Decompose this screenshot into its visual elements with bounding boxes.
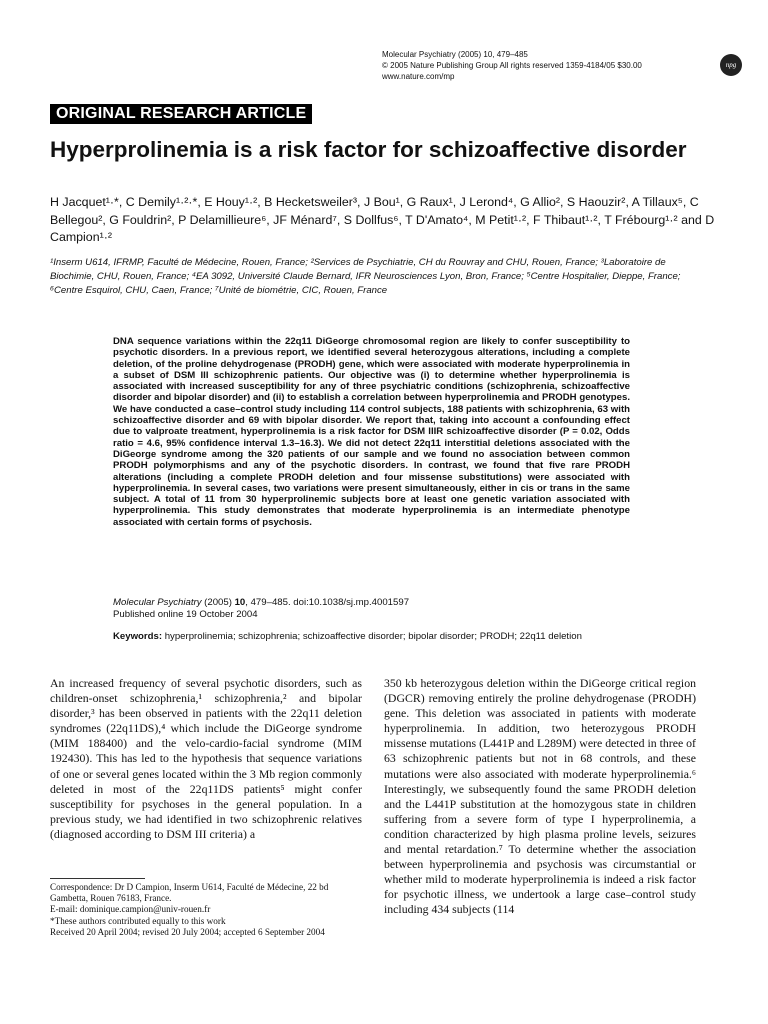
equal-contribution-note: *These authors contributed equally to this work xyxy=(50,915,226,926)
article-title: Hyperprolinemia is a risk factor for schizoaffective disorder xyxy=(50,137,687,162)
journal-header xyxy=(382,49,712,82)
body-column-left: An increased frequency of several psychotic disorders, such as children-onset schizophrenia,¹ schizophrenia,² and bipolar disorder,³ has been observed in patients with the 22q11 deletion syndromes (22q11DS),⁴ which include the DiGeorge syndrome (MIM 188400) and the velo-cardio-facial syndrome (MIM 192430). This has led to the hypothesis that sequence variations of one or several genes located within the 3 Mb region commonly deleted in most of the 22q11DS patients⁵ might confer susceptibility for psychoses in the general population. In a previous study, we had identified in two schizophrenic relatives (diagnosed according to DSM III criteria) a xyxy=(50,676,362,841)
citation-line xyxy=(113,597,630,609)
body-column-right: 350 kb heterozygous deletion within the DiGeorge critical region (DGCR) removing entirely the proline dehydrogenase (PRODH) gene. This deletion was associated in patients with moderate hyperprolinemia. In addition, two heterozygous PRODH missense mutations (L441P and L289M) were detected in three of 63 schizophrenic patients but not in 68 controls, and these mutations were also associated with moderate hyperprolinemia.⁶ Interestingly, we subsequently found the same PRODH deletion and the L441P substitution at the homozygous state in children suffering from a severe form of type I hyperprolinemia, a condition characterized by high plasma proline levels, seizures and mental retardation.⁷ To determine whether the association between hyperprolinemia and psychosis was circumstantial or whether mild to moderate hyperprolinemia is indeed a risk factor for psychotic illness, we undertook a large case–control study including 434 subjects (114 xyxy=(384,676,696,917)
article-type-badge: ORIGINAL RESEARCH ARTICLE xyxy=(50,104,312,124)
email-note[interactable]: E-mail: dominique.campion@univ-rouen.fr xyxy=(50,904,211,915)
keywords-label: Keywords: xyxy=(113,631,163,642)
citation-doi[interactable]: , 479–485. doi:10.1038/sj.mp.4001597 xyxy=(245,597,410,608)
citation-volume: 10 xyxy=(234,597,246,608)
journal-citation-line: Molecular Psychiatry (2005) 10, 479–485 xyxy=(382,50,528,59)
citation-block xyxy=(113,597,630,620)
keywords xyxy=(113,631,630,643)
published-date: Published online 19 October 2004 xyxy=(113,608,258,620)
copyright-line: © 2005 Nature Publishing Group All rights reserved 1359-4184/05 $30.00 xyxy=(382,61,642,70)
footnotes xyxy=(50,882,362,938)
journal-url[interactable]: www.nature.com/mp xyxy=(382,72,455,81)
citation-year: (2005) xyxy=(201,597,235,608)
footnote-rule xyxy=(50,878,145,879)
abstract: DNA sequence variations within the 22q11 DiGeorge chromosomal region are likely to confer susceptibility to psychotic disorders. In a previous report, we identified several heterozygous alterations, including a complete deletion, of the proline dehydrogenase (PRODH) gene, which were associated with moderate hyperprolinemia in a subset of DSM III schizophrenic patients. Our objective was (i) to determine whether hyperprolinemia is associated with increased susceptibility for any of three psychiatric conditions (schizophrenia, schizoaffective disorder and bipolar disorder) and (ii) to establish a correlation between hyperprolinemia and PRODH genotypes. We have conducted a case–control study including 114 control subjects, 188 patients with schizophrenia, 63 with schizoaffective disorder and 69 with bipolar disorder. We report that, taking into account a confounding effect due to valproate treatment, hyperprolinemia is a risk factor for DSM IIIR schizoaffective disorder (P = 0.02, Odds ratio = 4.6, 95% confidence interval 1.3–16.3). We did not detect 22q11 interstitial deletions associated with the DiGeorge syndrome among the 320 patients of our sample and we found no association between common PRODH polymorphisms and any of the psychotic disorders. In contrast, we found that five rare PRODH alterations (including a complete PRODH deletion and four missense substitutions) were associated with hyperprolinemia. In several cases, two variations were present simultaneously, either in cis or trans in the same subject. A total of 11 from 30 hyperprolinemic subjects bore at least one genetic variation associated with hyperprolinemia. This study demonstrates that moderate hyperprolinemia is an intermediate phenotype associated with certain forms of psychosis. xyxy=(113,336,630,528)
citation-journal: Molecular Psychiatry xyxy=(113,597,202,608)
npg-logo: npg xyxy=(720,54,742,76)
correspondence-note: Correspondence: Dr D Campion, Inserm U614, Faculté de Médecine, 22 bd Gambetta, Rouen 76183, France. xyxy=(50,882,329,904)
received-dates: Received 20 April 2004; revised 20 July 2004; accepted 6 September 2004 xyxy=(50,926,325,937)
affiliations: ¹Inserm U614, IFRMP, Faculté de Médecine, Rouen, France; ²Services de Psychiatrie, CH du Rouvray and CHU, Rouen, France; ³Laboratoire de Biochimie, CHU, Rouen, France; ⁴EA 3092, Université Claude Bernard, IFR Neurosciences Lyon, Bron, France; ⁵Centre Hospitalier, Dieppe, France; ⁶Centre Esquirol, CHU, Caen, France; ⁷Unité de biométrie, CIC, Rouen, France xyxy=(50,257,681,296)
author-list: H Jacquet¹·*, C Demily¹·²·*, E Houy¹·², B Hecketsweiler³, J Bou¹, G Raux¹, J Lerond⁴, G Allio², S Haouzir², A Tillaux⁵, C Bellegou², G Fouldrin², P Delamillieure⁶, JF Ménard⁷, S Dollfus⁶, T D'Amato⁴, M Petit¹·², F Thibaut¹·², T Frébourg¹·² and D Campion¹·² xyxy=(50,195,715,244)
keywords-list: hyperprolinemia; schizophrenia; schizoaffective disorder; bipolar disorder; PRODH; 22q11 deletion xyxy=(162,631,582,642)
